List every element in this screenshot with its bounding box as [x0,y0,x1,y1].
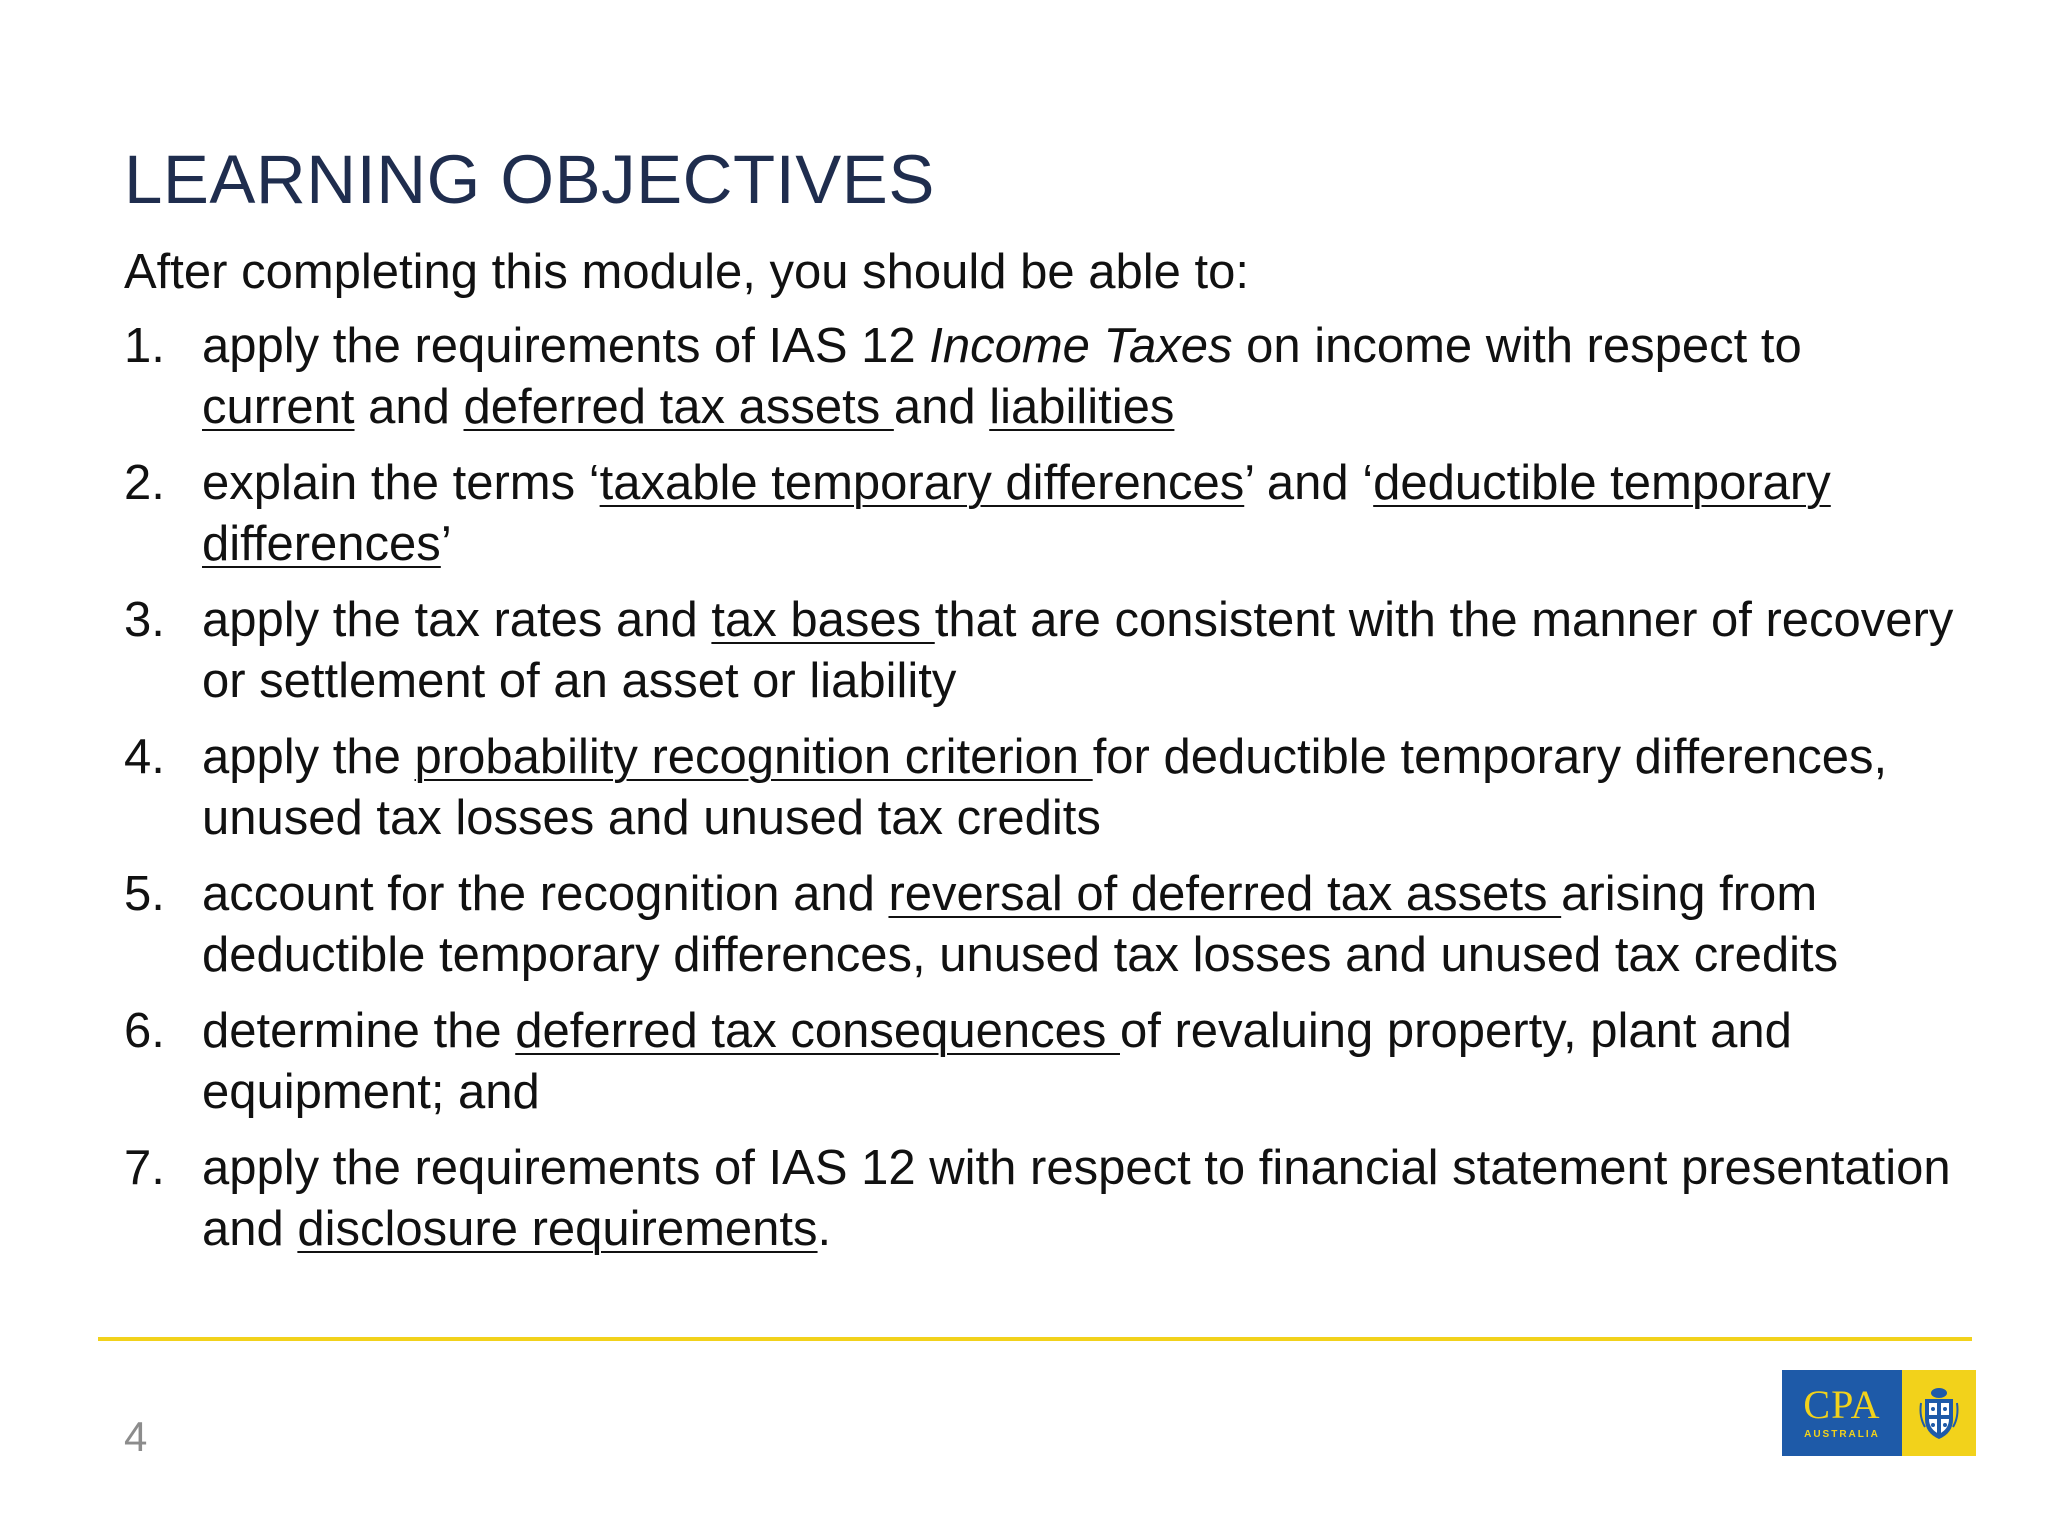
crest-icon [1902,1370,1976,1456]
objectives-list [124,316,1964,1275]
objective-text: and [893,380,990,434]
objective-text: apply the tax rates and [202,593,712,647]
objective-item [124,453,1964,575]
key-term: deductible temporary differences [202,456,1831,571]
objective-item [124,727,1964,849]
key-term: deferred tax assets [463,380,894,434]
objective-text: apply the requirements of IAS 12 with respect to financial statement presentation and [202,1141,1951,1256]
objective-text: determine the [202,1004,516,1058]
key-term: disclosure requirements [297,1202,818,1256]
objective-text: arising from deductible temporary differences, unused tax losses and unused tax credits [202,867,1839,982]
cpa-australia-logo [1782,1370,1976,1456]
objective-text: for deductible temporary differences, unused tax losses and unused tax credits [202,730,1888,845]
objective-text: account for the recognition and [202,867,889,921]
objective-item [124,316,1964,438]
standard-title: Income Taxes [929,319,1233,373]
key-term: taxable temporary differences [599,456,1245,510]
objective-text: explain the terms ‘ [202,456,600,510]
objective-text: apply the [202,730,415,784]
objective-number: 6. [124,1004,165,1058]
objective-item [124,864,1964,986]
key-term: tax bases [711,593,935,647]
objective-text: . [817,1202,832,1256]
key-term: reversal of deferred tax assets [888,867,1562,921]
footer-divider [98,1337,1972,1341]
objective-text: of revaluing property, plant and equipment; and [202,1004,1792,1119]
key-term: liabilities [989,380,1175,434]
objective-item [124,1001,1964,1123]
objective-text: and [354,380,464,434]
objective-number: 3. [124,593,165,647]
objective-text: apply the requirements of IAS 12 [202,319,930,373]
objective-text: ’ [440,517,452,571]
intro-text: After completing this module, you should be able to: [124,245,1249,299]
key-term: probability recognition criterion [414,730,1093,784]
objective-item [124,1138,1964,1260]
page-number: 4 [124,1413,148,1460]
objective-number: 7. [124,1141,165,1195]
objective-text: that are consistent with the manner of recovery or settlement of an asset or liability [202,593,1954,708]
objective-item [124,590,1964,712]
key-term: deferred tax consequences [515,1004,1120,1058]
key-term: current [202,380,355,434]
objective-number: 1. [124,319,165,373]
logo-word: CPA [1803,1382,1881,1427]
crest-icon [1917,1383,1961,1443]
logo-wordmark [1782,1370,1902,1456]
objective-number: 5. [124,867,165,921]
slide-title: LEARNING OBJECTIVES [124,141,935,218]
objective-text: on income with respect to [1232,319,1802,373]
objective-text: ’ and ‘ [1244,456,1374,510]
objective-number: 2. [124,456,165,510]
objective-number: 4. [124,730,165,784]
logo-subtitle: AUSTRALIA [1804,1429,1880,1440]
